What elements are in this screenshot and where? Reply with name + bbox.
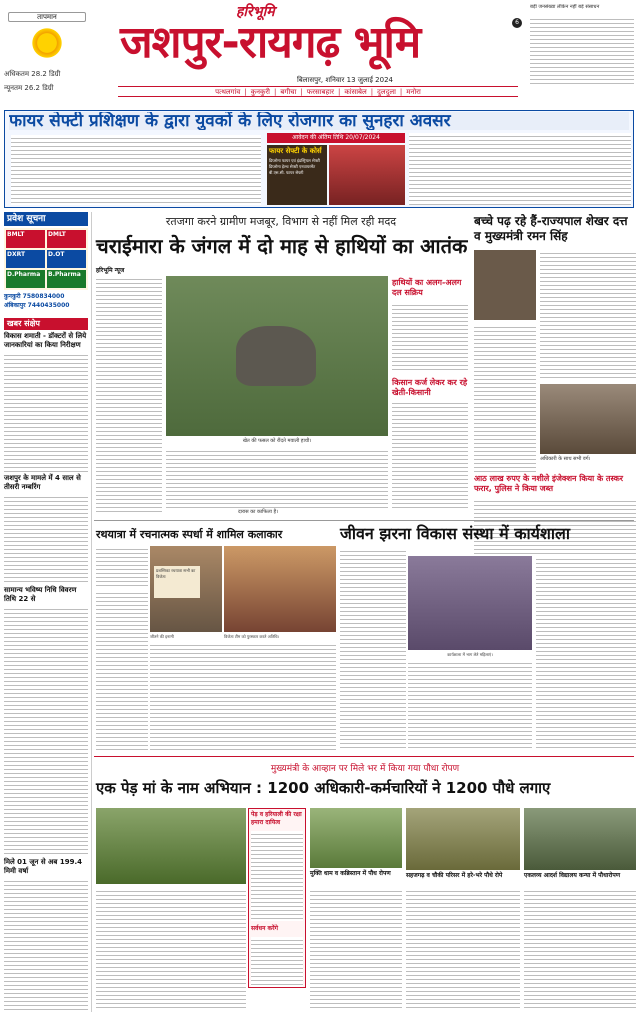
cm-body-col1 (474, 324, 536, 472)
drawing-body-col2 (150, 642, 336, 750)
brief-headline: विकास शमाती - डॉक्टरों से लिये जानकारियां का किया निरीक्षण (4, 332, 87, 349)
elephant-byline: हरिभूमि न्यूज (96, 267, 125, 274)
drawing-photo-right (224, 546, 336, 632)
plantation-story2-headline: मुक्ति धाम व कब्रिस्तान में पौध रोपण (310, 870, 391, 877)
sidebar-divider (91, 212, 92, 1012)
city-item[interactable]: कांसाबेल (344, 88, 367, 96)
city-item[interactable]: दुलदुला (377, 88, 396, 96)
phone-kunkuri: कुनकुरी 7580834000 (4, 293, 65, 300)
brief-body (4, 878, 88, 1010)
course-badge: B.Pharma (47, 270, 86, 288)
course-badge: DMLT (47, 230, 86, 248)
drawing-body-col1 (96, 590, 148, 750)
city-item[interactable]: पत्थलगांव (215, 88, 241, 96)
cm-sub-headline: आठ लाख रुपए के नशीले इंजेक्शन किया के तस्कर फरार, पुलिस ने किया जब्त (474, 474, 623, 493)
course-badge: D.OT (47, 250, 86, 268)
drawing-caption-left: जीतने की इनामी (150, 634, 174, 639)
city-item[interactable]: कुनकुरी (250, 88, 271, 96)
sun-icon (30, 26, 64, 60)
side-head-farmers: किसान कर्ज लेकर कर रहे खेती-किसानी (392, 378, 468, 397)
jharna-photo (408, 556, 532, 650)
max-temp: अधिकतम 28.2 डिग्री (4, 70, 61, 78)
elephant-body-col2 (166, 448, 388, 508)
fire-safety-ad (4, 110, 634, 208)
weather-label: तापमान (8, 12, 86, 22)
brief-headline: मिले 01 जून से अब 199.4 मिमी वर्षा (4, 858, 82, 875)
phone-ambikapur: अंबिकापुर 7440435000 (4, 302, 70, 309)
admission-title: प्रवेश सूचना (4, 212, 88, 226)
dateline: बिलासपुर, शनिवार 13 जुलाई 2024 (296, 76, 393, 84)
box-body (251, 831, 303, 921)
jharna-body-col2 (408, 660, 532, 748)
news-brief-label: खबर संक्षेप (4, 318, 88, 330)
elephant-photo (166, 276, 388, 436)
plantation-rule (94, 756, 634, 757)
course-badge: DXRT (6, 250, 45, 268)
elephant-note: दारास का काफिला है। (238, 509, 279, 515)
plantation-photo-main (96, 808, 246, 884)
brief-body (4, 352, 88, 472)
brief-body (4, 494, 88, 584)
brief-headline: सामान्य भविष्य निधि विवरण तिथि 22 से (4, 586, 77, 603)
course-badge: D.Pharma (6, 270, 45, 288)
plantation-photo-4 (524, 808, 636, 870)
jharna-body-col3 (536, 556, 636, 748)
cm-headline: बच्चे पढ़ रहे हैं-राज्यपाल शेखर दत्त व मुख्यमंत्री रमन सिंह (474, 214, 628, 243)
plantation-headline: एक पेड़ मां के नाम अभियान : 1200 अधिकारी-कर्मचारियों ने 1200 पौधे लगाए (96, 779, 551, 797)
course-item: बी.एस.सी. फायर सेफ्टी (269, 170, 304, 175)
jharna-body-col1 (340, 548, 406, 748)
ad-course-panel (267, 145, 327, 205)
plantation-kicker: मुख्यमंत्री के आव्हान पर मिले भर में किया गया पौधा रोपण (270, 764, 460, 774)
min-temp: न्यूनतम 26.2 डिग्री (4, 84, 54, 92)
city-item[interactable]: बगीचा (280, 88, 297, 96)
ad-text-left (11, 135, 261, 205)
plantation-body (96, 888, 246, 1010)
drawing-caption-right: विजेता टीम को पुरस्कार करते अतिथि। (224, 634, 280, 639)
city-nav: पत्थलगांव | कुनकुरी | बगीचा | फरसाबहार | कांसाबेल | दुलदुला | मनोरा (118, 86, 518, 97)
ad-photo-firefighters (329, 145, 405, 205)
page-number: 6 (512, 18, 522, 28)
course-badge: BMLT (6, 230, 45, 248)
drawing-sign: प्रशस्तिका रथयात्रा सभी का विजेता (154, 566, 200, 598)
course-item: डिप्लोमा फायर एवं इंडस्ट्रियल सेफ्टी (269, 158, 320, 163)
top-right-column (530, 16, 634, 86)
side-body (392, 400, 468, 508)
photo-caption: खेत की फसल को रौंदते मवाली हाथी। (242, 438, 312, 444)
elephant-kicker: रतजगा करने ग्रामीण मजबूर, विभाग से नहीं मिल रही मदद (165, 215, 397, 228)
ad-headline: फायर सेफ्टी प्रशिक्षण के द्वारा युवकों के लिए रोजगार का सुनहरा अवसर (9, 112, 629, 130)
plantation-photo-2 (310, 808, 402, 868)
top-right-note: बड़ी जनसंख्या लेकिन नहीं बड़े संसाधन (530, 4, 600, 10)
box-body (251, 937, 303, 987)
plantation-story3-headline: सहजगढ़ व चौकी परिसर में हरे-भरे पौधे रोपे (406, 872, 503, 879)
plantation-photo-3 (406, 808, 520, 870)
drawing-headline: रथयात्रा में रचनात्मक स्पर्धा में शामिल कलाकार (96, 528, 283, 541)
city-item[interactable]: मनोरा (406, 88, 421, 96)
cm-photo (474, 250, 536, 320)
course-title: फायर सेफ्टी के कोर्स (269, 147, 322, 155)
side-head-elephants: हाथियों का अलग-अलग दल सक्रिय (392, 278, 462, 297)
plantation-box (248, 808, 306, 988)
section-rule (94, 520, 634, 521)
box-headline-2: सर्वधन करेंगे (251, 925, 278, 932)
cm-photo-2 (540, 384, 636, 454)
side-body (392, 302, 468, 372)
ad-text-right (409, 133, 631, 205)
jharna-caption: कार्यशाला में भाग लेते महिलाएं। (447, 652, 493, 657)
course-item: डिप्लोमा हेल्थ सेफ्टी एनवायरमेंट (269, 164, 316, 169)
plantation-story2-body (310, 888, 402, 1010)
cm-body-col2 (540, 250, 636, 380)
brief-body (4, 606, 88, 856)
jharna-headline: जीवन झरना विकास संस्था में कार्यशाला (340, 524, 570, 543)
city-item[interactable]: फरसाबहार (306, 88, 334, 96)
drawing-photo-left (150, 546, 222, 632)
drawing-body-intro (96, 546, 148, 586)
admission-courses (4, 228, 88, 290)
ad-deadline: आवेदन की अंतिम तिथि 20/07/2024 (267, 133, 405, 143)
elephant-headline: चराईमारा के जंगल में दो माह से हाथियों का आतंक (96, 234, 468, 258)
brief-headline: जशपुर के मामले में 4 साल से तीसरी नम्बरिंग (4, 474, 81, 491)
cm-photo-caption: अधिकारी के साथ सभी वर्ग। (540, 456, 591, 462)
plantation-story4-body (524, 888, 636, 1010)
elephant-figure (236, 326, 316, 386)
box-headline: पेड़ व हरियाली की रक्षा हमारा दायित्व (251, 811, 302, 826)
brand-logo-top: हरिभूमि (236, 4, 275, 20)
plantation-story3-body (406, 888, 520, 1010)
masthead-title: जशपुर-रायगढ़ भूमि (120, 17, 421, 68)
elephant-body-col1 (96, 276, 162, 514)
plantation-story4-headline: एकलव्य आदर्श विद्यालय कन्या में पौधारोपण (524, 872, 621, 879)
